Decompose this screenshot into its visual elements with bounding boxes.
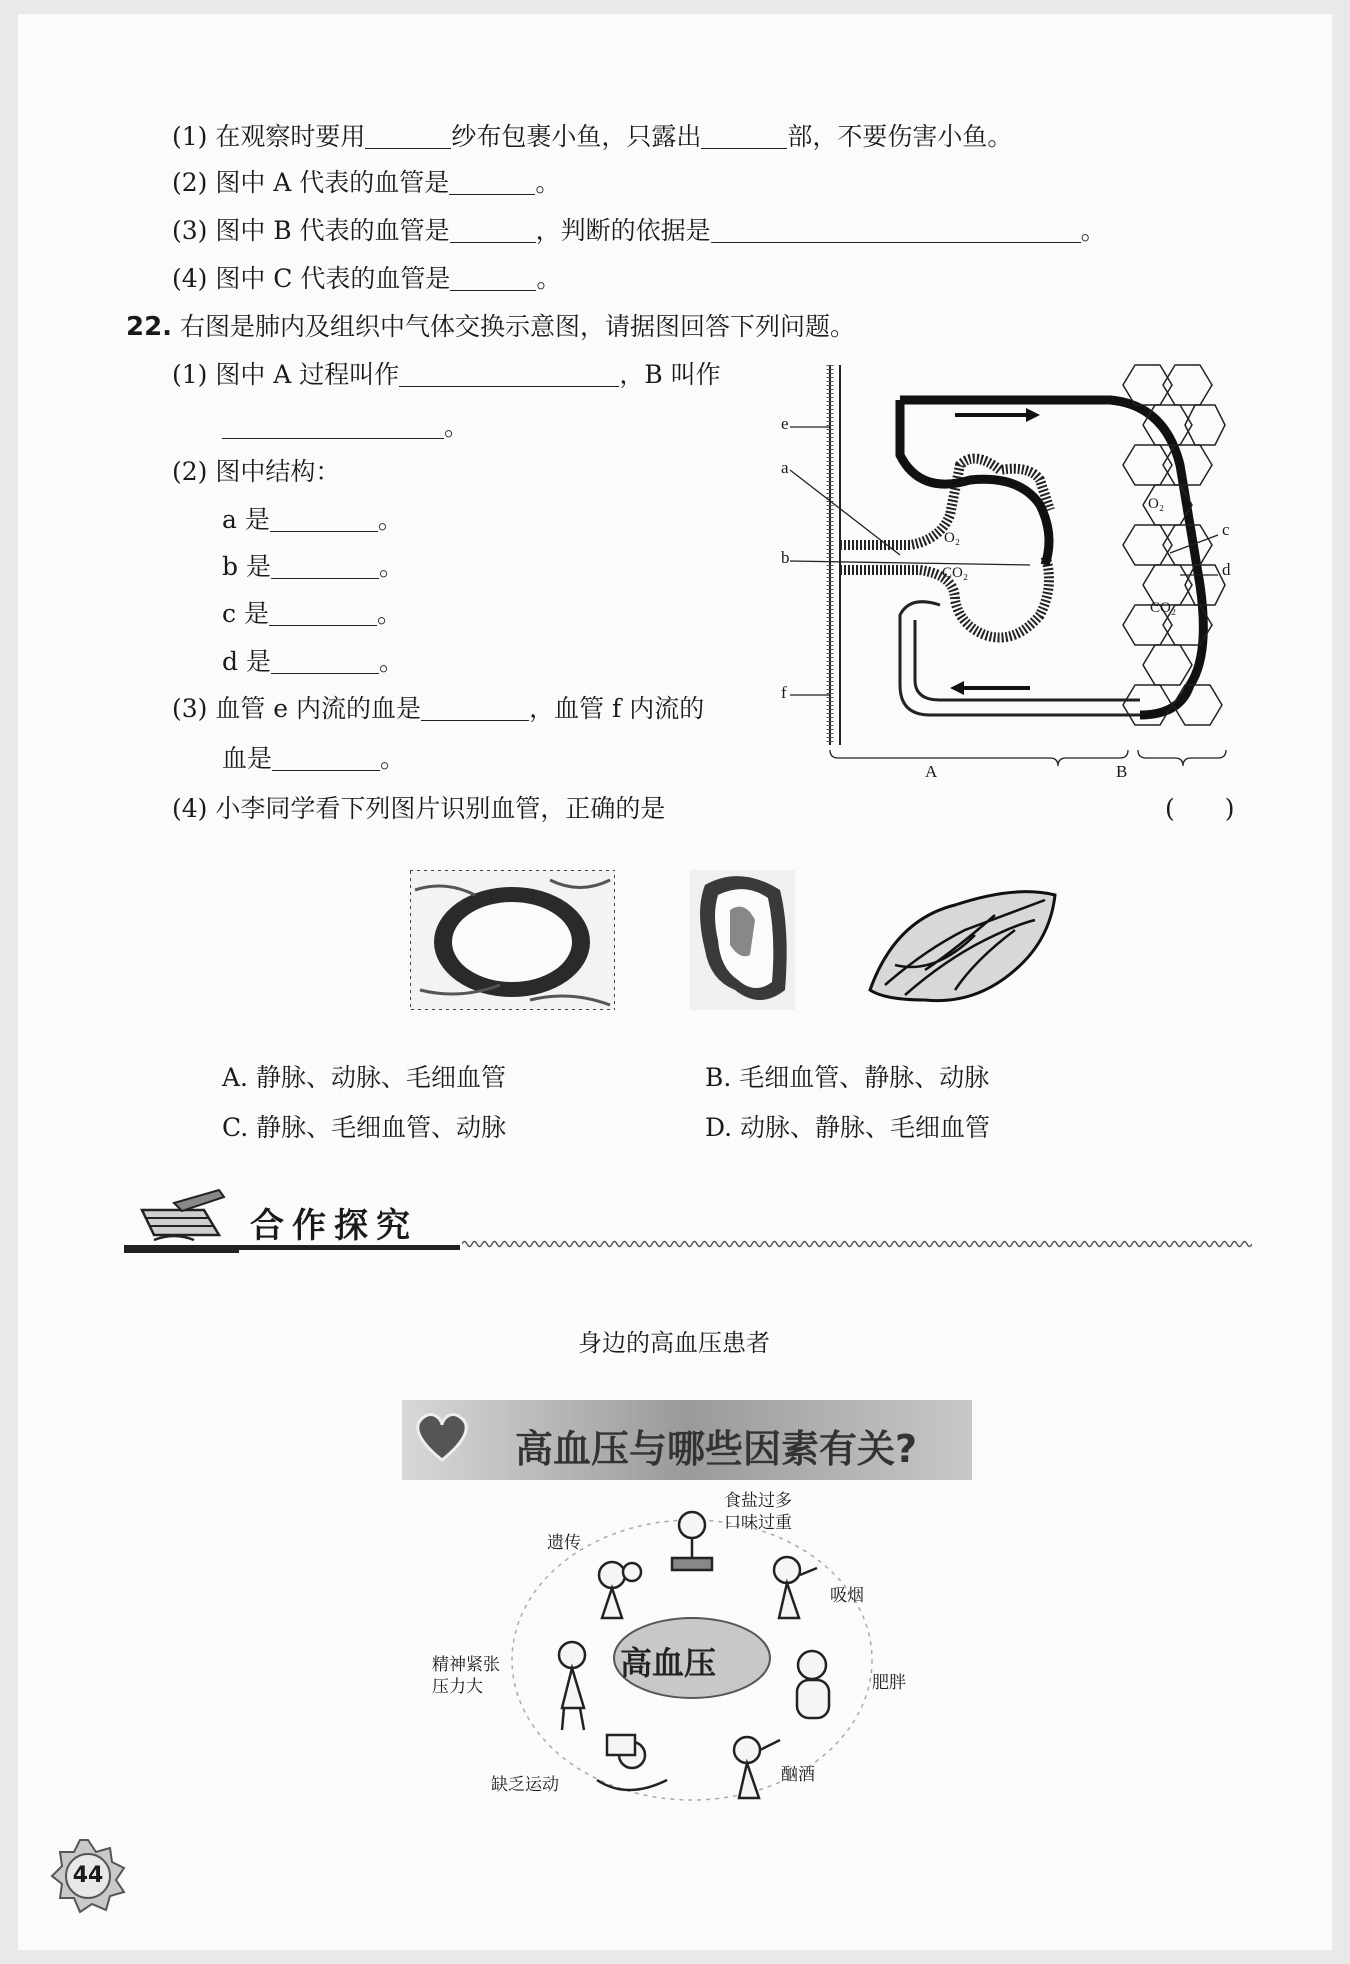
heart-icon [412, 1410, 472, 1465]
q22-part2: (2) 图中结构： [172, 457, 341, 486]
vessel-image-3 [865, 880, 1060, 1005]
option-b[interactable]: B. 毛细血管、静脉、动脉 [705, 1063, 990, 1092]
answer-blank[interactable] [222, 412, 444, 439]
q21-part4: (4) 图中 C 代表的血管是 。 [172, 264, 562, 293]
co2-label-tissue: CO₂ [1150, 600, 1177, 616]
o2-label-tissue: O₂ [1148, 496, 1165, 512]
diagram-label-f: f [781, 683, 787, 702]
factor-salt-1: 食盐过多 [724, 1491, 792, 1511]
answer-blank[interactable] [421, 694, 529, 721]
answer-blank[interactable] [711, 216, 1081, 243]
answer-blank[interactable] [450, 264, 536, 291]
answer-blank[interactable] [272, 744, 380, 771]
diagram-label-b: b [781, 548, 790, 567]
q22-part1: (1) 图中 A 过程叫作 ，B 叫作 [172, 360, 721, 389]
q22-part4: (4) 小李同学看下列图片识别血管，正确的是 [172, 794, 666, 823]
factor-salt-2: 口味过重 [724, 1513, 792, 1533]
factor-exercise: 缺乏运动 [491, 1775, 559, 1795]
o2-label-alveolus: O₂ [944, 530, 961, 546]
q21-part2: (2) 图中 A 代表的血管是 。 [172, 168, 561, 197]
answer-blank[interactable] [701, 122, 787, 149]
gas-exchange-diagram [770, 355, 1230, 790]
q22-d: d 是 。 [222, 647, 404, 676]
q22-part1-cont: 。 [222, 410, 469, 444]
poster-headline: 高血压与哪些因素有关? [515, 1427, 918, 1471]
q22-c: c 是 。 [222, 599, 402, 628]
diagram-label-a: a [781, 458, 789, 477]
q22-stem: 22. 右图是肺内及组织中气体交换示意图，请据图回答下列问题。 [126, 312, 856, 342]
option-d[interactable]: D. 动脉、静脉、毛细血管 [705, 1113, 991, 1142]
air-tube [830, 365, 840, 745]
wavy-divider [462, 1238, 1252, 1250]
answer-blank[interactable] [450, 216, 536, 243]
factor-stress-2: 压力大 [432, 1677, 483, 1697]
vessel-image-1 [410, 870, 615, 1010]
answer-parentheses[interactable]: ( ) [1165, 794, 1235, 823]
q21-part1: (1) 在观察时要用 纱布包裹小鱼，只露出 部，不要伤害小鱼。 [172, 122, 1013, 151]
answer-blank[interactable] [270, 505, 378, 532]
diagram-label-A: A [925, 762, 938, 781]
diagram-label-B: B [1116, 762, 1128, 781]
diagram-label-d: d [1222, 560, 1231, 579]
factor-obesity: 肥胖 [872, 1673, 906, 1693]
poster-caption: 身边的高血压患者 [578, 1329, 770, 1357]
answer-blank[interactable] [449, 168, 535, 195]
option-c[interactable]: C. 静脉、毛细血管、动脉 [222, 1113, 507, 1142]
q21-part3: (3) 图中 B 代表的血管是 ，判断的依据是 。 [172, 216, 1106, 245]
co2-label-alveolus: CO₂ [942, 565, 969, 581]
factor-alcohol: 酗酒 [781, 1765, 815, 1785]
factor-heredity: 遗传 [547, 1533, 581, 1553]
option-a[interactable]: A. 静脉、动脉、毛细血管 [222, 1063, 506, 1092]
q22-part3: (3) 血管 e 内流的血是 ，血管 f 内流的 [172, 694, 705, 723]
vessel-image-2 [690, 870, 795, 1010]
answer-blank[interactable] [365, 122, 451, 149]
answer-blank[interactable] [271, 552, 379, 579]
page-number: 44 [72, 1863, 104, 1888]
q22-a: a 是 。 [222, 505, 403, 534]
answer-blank[interactable] [399, 360, 619, 387]
diagram-label-e: e [781, 414, 789, 433]
tissue-cells [1123, 365, 1225, 725]
poster-center: 高血压 [620, 1644, 717, 1682]
diagram-label-c: c [1222, 520, 1230, 539]
answer-blank[interactable] [271, 647, 379, 674]
factor-stress-1: 精神紧张 [432, 1655, 500, 1675]
section-title: 合作探究 [250, 1206, 418, 1246]
q22-b: b 是 。 [222, 552, 404, 581]
factor-smoking: 吸烟 [830, 1586, 864, 1606]
q22-part3-cont: 血是 。 [222, 744, 406, 773]
answer-blank[interactable] [269, 599, 377, 626]
